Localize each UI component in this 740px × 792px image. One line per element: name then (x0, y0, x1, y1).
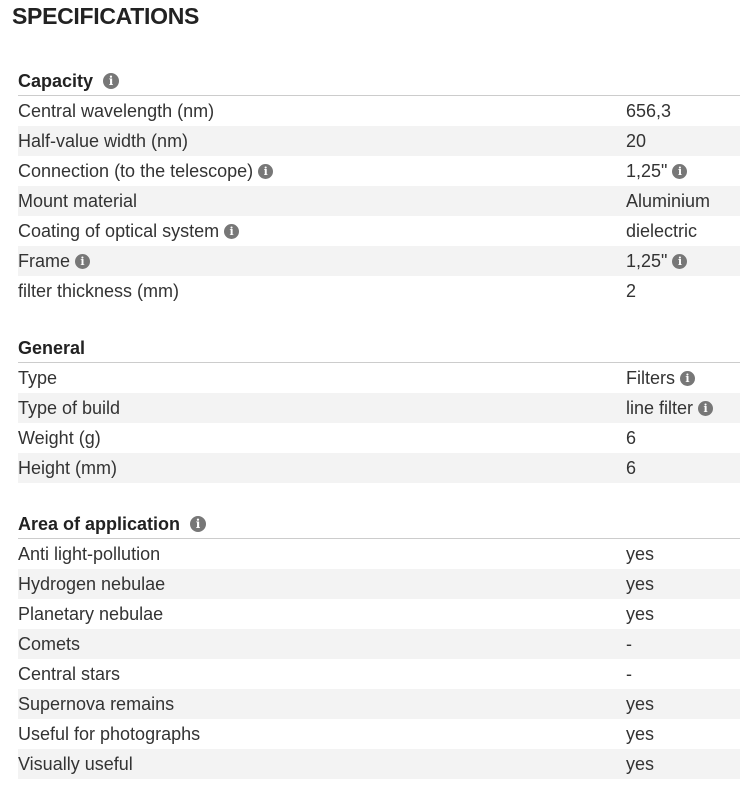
section-title: Area of application (18, 513, 181, 534)
section-title: Capacity (18, 70, 94, 91)
info-icon[interactable]: i (672, 164, 687, 179)
spec-label: Useful for photographs (18, 723, 201, 744)
section-capacity (18, 63, 740, 306)
spec-value: - (626, 633, 632, 654)
spec-row (18, 689, 740, 719)
section-header (18, 506, 740, 539)
spec-value: yes (626, 753, 655, 774)
spec-row (18, 276, 740, 306)
spec-label: Comets (18, 633, 81, 654)
spec-label: Frame (18, 250, 71, 271)
spec-label: Height (mm) (18, 457, 118, 478)
spec-label: filter thickness (mm) (18, 280, 180, 301)
spec-value: 6 (626, 427, 637, 448)
spec-row (18, 156, 740, 186)
spec-row (18, 659, 740, 689)
info-icon[interactable]: i (190, 516, 206, 532)
section-header (18, 63, 740, 96)
spec-label: Half-value width (nm) (18, 130, 189, 151)
spec-value: 2 (626, 280, 637, 301)
spec-row (18, 539, 740, 569)
spec-row (18, 599, 740, 629)
spec-label: Coating of optical system (18, 220, 220, 241)
spec-value: Filters (626, 367, 675, 388)
spec-value: Aluminium (626, 190, 711, 211)
spec-row (18, 96, 740, 126)
spec-row (18, 749, 740, 779)
spec-label: Central stars (18, 663, 121, 684)
spec-row (18, 569, 740, 599)
spec-value: yes (626, 723, 655, 744)
spec-value: - (626, 663, 632, 684)
spec-label: Supernova remains (18, 693, 175, 714)
spec-row (18, 453, 740, 483)
section-title: General (18, 337, 86, 358)
info-icon[interactable]: i (224, 224, 239, 239)
info-icon[interactable]: i (75, 254, 90, 269)
spec-label: Hydrogen nebulae (18, 573, 166, 594)
spec-value: 6 (626, 457, 637, 478)
spec-label: Mount material (18, 190, 138, 211)
info-icon[interactable]: i (680, 371, 695, 386)
spec-label: Type (18, 367, 58, 388)
spec-row (18, 216, 740, 246)
spec-value: yes (626, 693, 655, 714)
section-header (18, 330, 740, 363)
spec-value: yes (626, 603, 655, 624)
spec-value: 1,25" (626, 250, 668, 271)
spec-label: Central wavelength (nm) (18, 100, 215, 121)
spec-label: Connection (to the telescope) (18, 160, 254, 181)
spec-label: Planetary nebulae (18, 603, 164, 624)
spec-value: yes (626, 573, 655, 594)
spec-row (18, 719, 740, 749)
info-icon[interactable]: i (672, 254, 687, 269)
spec-row (18, 186, 740, 216)
spec-value: 656,3 (626, 100, 672, 121)
spec-label: Type of build (18, 397, 121, 418)
page-title: SPECIFICATIONS (12, 3, 200, 29)
spec-label: Visually useful (18, 753, 133, 774)
spec-value: yes (626, 543, 655, 564)
spec-row (18, 126, 740, 156)
section-area-of-application (18, 506, 740, 779)
spec-row (18, 423, 740, 453)
spec-row (18, 629, 740, 659)
spec-value: 1,25" (626, 160, 668, 181)
spec-value: dielectric (626, 220, 698, 241)
info-icon[interactable]: i (258, 164, 273, 179)
spec-value: line filter (626, 397, 694, 418)
section-general (18, 330, 740, 483)
spec-label: Weight (g) (18, 427, 101, 448)
spec-row (18, 393, 740, 423)
spec-value: 20 (626, 130, 647, 151)
info-icon[interactable]: i (698, 401, 713, 416)
info-icon[interactable]: i (103, 73, 119, 89)
spec-label: Anti light-pollution (18, 543, 161, 564)
spec-row (18, 363, 740, 393)
spec-row (18, 246, 740, 276)
